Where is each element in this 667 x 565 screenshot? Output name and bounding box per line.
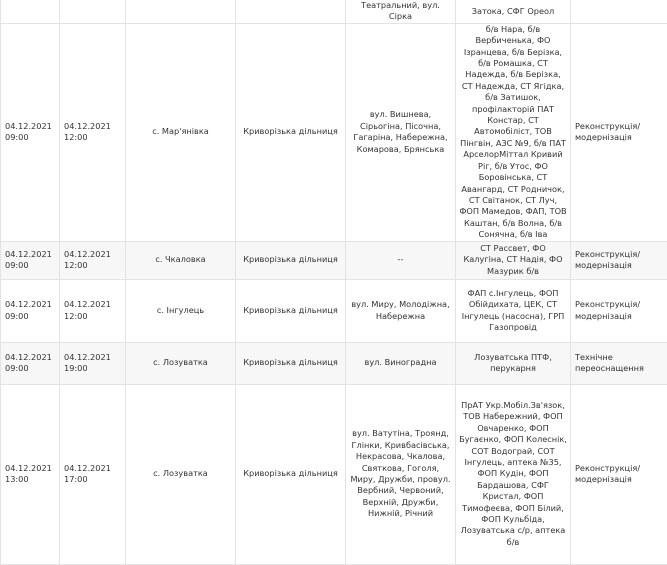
- objects-cell: ФАП с.Інгулець, ФОП Обійдихата, ЦЕК, СТ Інгулець (насосна), ГРП Газопровід: [456, 279, 571, 342]
- end-date: 04.12.2021: [64, 249, 122, 260]
- district-cell: Криворізька дільниця: [236, 384, 346, 564]
- end-time: 12:00: [64, 311, 122, 322]
- district-cell: Криворізька дільниця: [236, 241, 346, 279]
- table-row: [1, 241, 667, 279]
- start-time: 09:00: [5, 260, 56, 271]
- start-cell: [1, 384, 60, 564]
- work-type-cell: Реконструкція/ модернізація: [571, 23, 667, 241]
- end-date: 04.12.2021: [64, 463, 122, 474]
- objects-cell: ПрАТ Укр.Мобіл.Зв'язок, ТОВ Набережний, ФОП Овчаренко, ФОП Бугаєнко, ФОП Колеснік, СОТ Водограй, СОТ Інгулець, аптека №35, ФОП Кудін, ФОП Бардашова, СФГ Кристал, ФОП Тимофеєва, ФОП Білий, ФОП Кульбіда, Лозуватська с/р, аптека б/в: [456, 384, 571, 564]
- end-time: 12:00: [64, 132, 122, 143]
- end-time: 19:00: [64, 363, 122, 374]
- district-cell: Криворізька дільниця: [236, 342, 346, 384]
- end-cell: [60, 23, 126, 241]
- settlement-cell: [126, 0, 236, 23]
- objects-cell: б/в Нара, б/в Вербиченька, ФО Ізранцева, б/в Берізка, б/в Ромашка, СТ Надежда, б/в Берізка, СТ Надежда, СТ Ягідка, б/в Затишок, профілакторій ПАТ Констар, СТ Автомобіліст, ТОВ Пінгвін, АЗС №9, б/в ПАТ АрселорМіттал Кривий Ріг, б/в Утос, ФО Боровінська, СТ Авангард, СТ Родничок, СТ Світанок, СТ Луч, ФОП Мамедов, ФАП, ТОВ Каштан, б/в Волна, б/в Сонячна, б/в Іва: [456, 23, 571, 241]
- streets-cell: вул. Миру, Молодіжна, Набережна: [346, 279, 456, 342]
- end-date: 04.12.2021: [64, 121, 122, 132]
- settlement-cell: с. Чкаловка: [126, 241, 236, 279]
- work-type-cell: Реконструкція/ модернізація: [571, 384, 667, 564]
- end-cell: [60, 384, 126, 564]
- settlement-cell: с. Інгулець: [126, 279, 236, 342]
- streets-cell: вул. Ватутіна, Троянд, Глінки, Кривбасівська, Некрасова, Чкалова, Святкова, Гоголя, Миру, Дружби, провул. Вербний, Червоний, Верхній, Дружби, Нижній, Річний: [346, 384, 456, 564]
- streets-cell: --: [346, 241, 456, 279]
- table-row: [1, 0, 667, 23]
- end-cell: [60, 279, 126, 342]
- start-cell: [1, 0, 60, 23]
- work-type-cell: Реконструкція/ модернізація: [571, 279, 667, 342]
- settlement-cell: с. Мар'янівка: [126, 23, 236, 241]
- end-time: 17:00: [64, 474, 122, 485]
- end-cell: [60, 241, 126, 279]
- work-type-cell: [571, 0, 667, 23]
- streets-cell: вул. Вишнева, Сірьогіна, Пісочна, Гагаріна, Набережна, Комарова, Брянська: [346, 23, 456, 241]
- start-cell: [1, 241, 60, 279]
- start-time: 09:00: [5, 311, 56, 322]
- objects-cell: Лозуватська ПТФ, перукарня: [456, 342, 571, 384]
- end-date: 04.12.2021: [64, 352, 122, 363]
- table-row: [1, 342, 667, 384]
- objects-cell: СТ Рассвет, ФО Калугіна, СТ Надія, ФО Мазурик б/в: [456, 241, 571, 279]
- end-time: 12:00: [64, 260, 122, 271]
- settlement-cell: с. Лозуватка: [126, 342, 236, 384]
- start-time: 13:00: [5, 474, 56, 485]
- streets-cell: Театральний, вул. Сірка: [346, 0, 456, 23]
- end-cell: [60, 342, 126, 384]
- table-row: [1, 384, 667, 564]
- start-date: 04.12.2021: [5, 299, 56, 310]
- table-row: [1, 23, 667, 241]
- district-cell: Криворізька дільниця: [236, 279, 346, 342]
- objects-cell: Затока, СФГ Ореол: [456, 0, 571, 23]
- start-cell: [1, 279, 60, 342]
- work-type-cell: Реконструкція/ модернізація: [571, 241, 667, 279]
- table-row: [1, 279, 667, 342]
- start-date: 04.12.2021: [5, 249, 56, 260]
- end-date: 04.12.2021: [64, 299, 122, 310]
- start-cell: [1, 23, 60, 241]
- start-date: 04.12.2021: [5, 121, 56, 132]
- end-cell: [60, 0, 126, 23]
- start-date: 04.12.2021: [5, 463, 56, 474]
- start-time: 09:00: [5, 132, 56, 143]
- district-cell: Криворізька дільниця: [236, 23, 346, 241]
- district-cell: [236, 0, 346, 23]
- work-type-cell: Технічне переоснащення: [571, 342, 667, 384]
- start-time: 09:00: [5, 363, 56, 374]
- start-date: 04.12.2021: [5, 352, 56, 363]
- settlement-cell: с. Лозуватка: [126, 384, 236, 564]
- streets-cell: вул. Виноградна: [346, 342, 456, 384]
- start-cell: [1, 342, 60, 384]
